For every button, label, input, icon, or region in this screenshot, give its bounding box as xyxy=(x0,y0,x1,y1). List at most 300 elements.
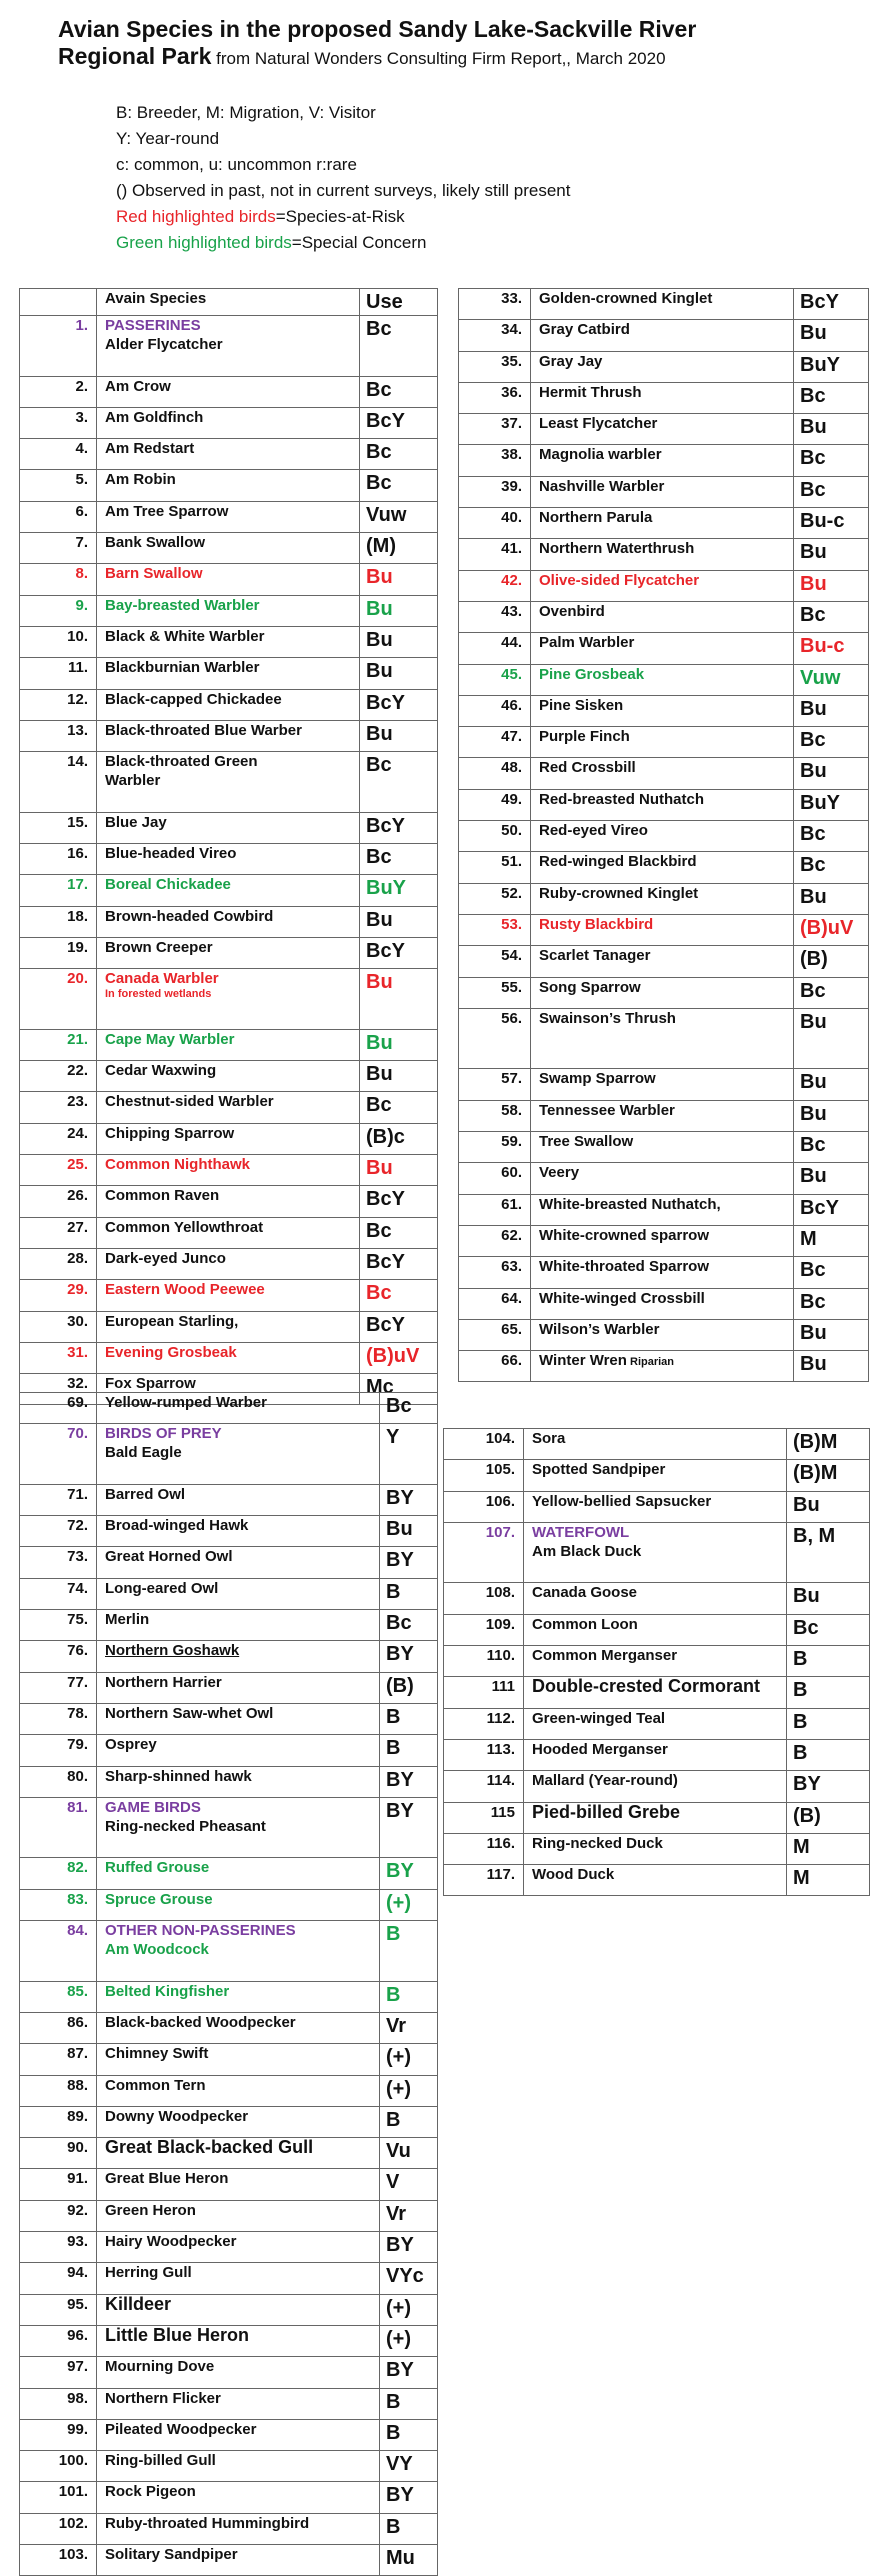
species-name: Red Crossbill xyxy=(539,759,636,777)
row-number: 7. xyxy=(20,533,97,564)
use-code: (B)uV xyxy=(360,1342,438,1373)
use-code: BcY xyxy=(794,289,869,320)
table-row xyxy=(20,2012,438,2043)
legend-red-label: Red highlighted birds xyxy=(116,207,276,226)
species-name: Common Yellowthroat xyxy=(105,1218,264,1236)
legend-past-observed: () Observed in past, not in current surveys, likely still present xyxy=(116,181,571,200)
species-name: Gray Catbird xyxy=(539,321,630,339)
species-name-cell xyxy=(531,351,794,382)
species-name: Tree Swallow xyxy=(539,1133,634,1151)
species-name-cell xyxy=(97,1424,380,1485)
use-code: Mu xyxy=(380,2544,438,2575)
row-number: 109. xyxy=(444,1614,524,1645)
species-name: BIRDS OF PREY xyxy=(105,1425,222,1443)
species-name-cell xyxy=(531,695,794,726)
row-number: 81. xyxy=(20,1797,97,1858)
species-name-cell xyxy=(97,1186,360,1217)
species-name-cell xyxy=(97,2138,380,2169)
species-name-cell xyxy=(97,812,360,843)
species-name-cell xyxy=(531,445,794,476)
row-number: 41. xyxy=(459,539,531,570)
table-row xyxy=(20,1155,438,1186)
use-code: Bu xyxy=(360,626,438,657)
use-code: B xyxy=(380,2419,438,2450)
row-number: 59. xyxy=(459,1132,531,1163)
species-name-cell xyxy=(531,727,794,758)
species-name-cell xyxy=(524,1522,787,1583)
title-line-2: Regional Park xyxy=(58,43,212,69)
table-row xyxy=(459,289,869,320)
species-name: Common Tern xyxy=(105,2076,206,2094)
table-row xyxy=(20,1029,438,1060)
row-number: 116. xyxy=(444,1833,524,1864)
species-name: Cape May Warbler xyxy=(105,1030,235,1048)
species-name: Spruce Grouse xyxy=(105,1890,213,1908)
use-code: Bu xyxy=(360,1061,438,1092)
species-name-cell xyxy=(97,1610,380,1641)
species-name-cell xyxy=(531,1100,794,1131)
use-code: Vuw xyxy=(360,501,438,532)
species-name-cell xyxy=(97,470,360,501)
species-name: Veery xyxy=(539,1164,580,1182)
species-name-cell xyxy=(531,1163,794,1194)
header-use: Use xyxy=(360,289,438,316)
row-number: 47. xyxy=(459,727,531,758)
species-name-second-line: Am Black Duck xyxy=(532,1542,642,1560)
table-row xyxy=(20,2232,438,2263)
row-number: 30. xyxy=(20,1311,97,1342)
table-row xyxy=(20,1061,438,1092)
species-name-cell xyxy=(97,1641,380,1672)
species-name: Green-winged Teal xyxy=(532,1709,666,1727)
species-name: Brown Creeper xyxy=(105,938,213,956)
species-name: Killdeer xyxy=(105,2293,172,2314)
row-number: 100. xyxy=(20,2451,97,2482)
table-row xyxy=(459,1069,869,1100)
species-name: Double-crested Cormorant xyxy=(532,1676,761,1697)
row-number: 8. xyxy=(20,564,97,595)
species-name-cell xyxy=(524,1491,787,1522)
species-name: OTHER NON-PASSERINES xyxy=(105,1922,296,1940)
species-name-cell xyxy=(97,2044,380,2075)
species-name-cell xyxy=(531,758,794,789)
table-row xyxy=(459,1194,869,1225)
species-name-cell xyxy=(531,977,794,1008)
table-row xyxy=(20,2513,438,2544)
species-name: Song Sparrow xyxy=(539,978,641,996)
species-name-cell xyxy=(531,508,794,539)
row-number: 89. xyxy=(20,2106,97,2137)
table-row xyxy=(20,1889,438,1920)
species-name: Wilson’s Warbler xyxy=(539,1320,660,1338)
table-row xyxy=(459,1319,869,1350)
habitat-note: Riparian xyxy=(626,1356,675,1369)
use-code: Bu xyxy=(360,720,438,751)
row-number: 75. xyxy=(20,1610,97,1641)
species-name-cell xyxy=(524,1833,787,1864)
species-name: Long-eared Owl xyxy=(105,1579,219,1597)
habitat-note: In forested wetlands xyxy=(105,988,212,1001)
species-name: Blue-headed Vireo xyxy=(105,845,237,863)
use-code: (B)M xyxy=(787,1429,870,1460)
row-number: 76. xyxy=(20,1641,97,1672)
row-number: 43. xyxy=(459,601,531,632)
species-name-cell xyxy=(97,2169,380,2200)
table-row xyxy=(20,875,438,906)
species-name: Northern Waterthrush xyxy=(539,540,695,558)
species-name: Eastern Wood Peewee xyxy=(105,1281,265,1299)
use-code: Bc xyxy=(380,1393,438,1424)
species-name: Great Blue Heron xyxy=(105,2170,229,2188)
row-number: 54. xyxy=(459,946,531,977)
row-number: 9. xyxy=(20,595,97,626)
use-code: Bc xyxy=(794,601,869,632)
species-name: Chestnut-sided Warbler xyxy=(105,1093,274,1111)
table-row xyxy=(20,595,438,626)
use-code: Mc xyxy=(360,1374,438,1405)
table-row xyxy=(20,1547,438,1578)
use-code: Bc xyxy=(794,445,869,476)
table-row xyxy=(459,695,869,726)
row-number: 70. xyxy=(20,1424,97,1485)
row-number: 16. xyxy=(20,844,97,875)
row-number: 24. xyxy=(20,1123,97,1154)
table-row xyxy=(20,1610,438,1641)
table-row xyxy=(20,969,438,1030)
table-row xyxy=(459,351,869,382)
table-row xyxy=(444,1677,870,1708)
species-name: Ruffed Grouse xyxy=(105,1859,210,1877)
row-number: 28. xyxy=(20,1248,97,1279)
use-code: Bc xyxy=(360,1217,438,1248)
use-code: (+) xyxy=(380,2294,438,2325)
table-row xyxy=(20,1311,438,1342)
table-row xyxy=(459,320,869,351)
use-code: Y xyxy=(380,1424,438,1485)
row-number: 18. xyxy=(20,906,97,937)
species-name: Am Redstart xyxy=(105,440,195,458)
table-row xyxy=(20,1921,438,1982)
row-number: 12. xyxy=(20,689,97,720)
species-name: Ruby-crowned Kinglet xyxy=(539,884,699,902)
title-line-1: Avian Species in the proposed Sandy Lake-Sackville River xyxy=(58,16,697,42)
row-number: 46. xyxy=(459,695,531,726)
species-name: Wood Duck xyxy=(532,1866,615,1884)
species-name: Hermit Thrush xyxy=(539,383,642,401)
row-number: 79. xyxy=(20,1735,97,1766)
row-number: 63. xyxy=(459,1257,531,1288)
species-name-second-line: Warbler xyxy=(105,772,161,790)
species-name: Canada Warbler xyxy=(105,970,219,988)
table-row xyxy=(459,633,869,664)
row-number: 98. xyxy=(20,2388,97,2419)
species-name: Blackburnian Warbler xyxy=(105,659,260,677)
row-number: 66. xyxy=(459,1351,531,1382)
species-name: PASSERINES xyxy=(105,317,201,334)
table-row xyxy=(459,1100,869,1131)
table-row xyxy=(459,1257,869,1288)
row-number: 35. xyxy=(459,351,531,382)
table-row xyxy=(20,2388,438,2419)
species-name: Cedar Waxwing xyxy=(105,1062,217,1080)
table-row xyxy=(444,1865,870,1896)
species-name: Red-breasted Nuthatch xyxy=(539,790,705,808)
legend-use-codes: B: Breeder, M: Migration, V: Visitor xyxy=(116,103,376,122)
species-name: Osprey xyxy=(105,1736,157,1754)
species-name-cell xyxy=(97,1393,380,1424)
table-row xyxy=(20,2263,438,2294)
use-code: BY xyxy=(380,2357,438,2388)
table-row xyxy=(20,2451,438,2482)
species-name: Northern Flicker xyxy=(105,2389,221,2407)
row-number: 6. xyxy=(20,501,97,532)
row-number: 69. xyxy=(20,1393,97,1424)
row-number: 113. xyxy=(444,1739,524,1770)
row-number: 25. xyxy=(20,1155,97,1186)
species-name: Sora xyxy=(532,1430,566,1447)
species-name-cell xyxy=(97,1797,380,1858)
table-row xyxy=(20,626,438,657)
species-name: Am Crow xyxy=(105,377,171,395)
row-number: 5. xyxy=(20,470,97,501)
use-code: B xyxy=(380,2513,438,2544)
species-name-cell xyxy=(97,595,360,626)
use-code: Bc xyxy=(794,821,869,852)
species-name-cell xyxy=(524,1646,787,1677)
species-name: Mallard (Year-round) xyxy=(532,1772,678,1790)
table-row xyxy=(20,1248,438,1279)
species-name-cell xyxy=(524,1677,787,1708)
use-code: Bc xyxy=(794,727,869,758)
species-name-cell xyxy=(97,2012,380,2043)
legend-red-text: =Species-at-Risk xyxy=(275,207,405,226)
species-table-2 xyxy=(458,288,869,1382)
row-number: 106. xyxy=(444,1491,524,1522)
species-name: Pine Sisken xyxy=(539,696,624,714)
table-row xyxy=(20,2294,438,2325)
row-number: 53. xyxy=(459,914,531,945)
table-row xyxy=(20,2325,438,2356)
row-number: 77. xyxy=(20,1672,97,1703)
species-name-cell xyxy=(97,376,360,407)
table-row xyxy=(20,2106,438,2137)
use-code: VYc xyxy=(380,2263,438,2294)
species-name: Black-throated Blue Warber xyxy=(105,721,302,739)
table-row xyxy=(444,1522,870,1583)
table-row xyxy=(20,470,438,501)
species-name-cell xyxy=(531,382,794,413)
use-code: Bu xyxy=(794,1069,869,1100)
species-name: Bank Swallow xyxy=(105,534,206,552)
table-row xyxy=(20,2075,438,2106)
species-name-cell xyxy=(524,1614,787,1645)
row-number: 3. xyxy=(20,407,97,438)
species-name: Pine Grosbeak xyxy=(539,665,645,683)
species-name-cell xyxy=(97,1547,380,1578)
species-name: Black-backed Woodpecker xyxy=(105,2013,296,2031)
species-name: Northern Harrier xyxy=(105,1673,222,1691)
species-name-cell xyxy=(524,1583,787,1614)
use-code: B, M xyxy=(787,1522,870,1583)
species-name-cell xyxy=(97,1342,360,1373)
use-code: (B)c xyxy=(360,1123,438,1154)
species-name: Black & White Warbler xyxy=(105,627,265,645)
species-name-cell xyxy=(97,2357,380,2388)
row-number: 65. xyxy=(459,1319,531,1350)
species-name-cell xyxy=(97,969,360,1030)
use-code: Bu xyxy=(794,695,869,726)
species-name-second-line: Alder Flycatcher xyxy=(105,336,223,353)
species-name: Olive-sided Flycatcher xyxy=(539,571,700,589)
table-row xyxy=(20,1280,438,1311)
species-name-cell xyxy=(531,414,794,445)
species-name: Boreal Chickadee xyxy=(105,876,231,894)
species-name: Am Goldfinch xyxy=(105,408,204,426)
use-code: (+) xyxy=(380,1889,438,1920)
species-name-cell xyxy=(97,1155,360,1186)
species-name: Fox Sparrow xyxy=(105,1375,196,1393)
row-number: 17. xyxy=(20,875,97,906)
row-number: 104. xyxy=(444,1429,524,1460)
species-name: Barred Owl xyxy=(105,1485,186,1503)
row-number: 105. xyxy=(444,1460,524,1491)
table-row xyxy=(20,2138,438,2169)
table-row xyxy=(459,821,869,852)
row-number: 115 xyxy=(444,1802,524,1833)
species-name: Rusty Blackbird xyxy=(539,915,654,933)
table-row xyxy=(20,906,438,937)
table-row xyxy=(20,2544,438,2575)
species-name: Common Merganser xyxy=(532,1647,678,1665)
row-number: 20. xyxy=(20,969,97,1030)
table-row xyxy=(20,1393,438,1424)
species-name-cell xyxy=(97,937,360,968)
use-code: Bc xyxy=(794,476,869,507)
species-name-cell xyxy=(97,1280,360,1311)
species-name-cell xyxy=(97,1061,360,1092)
table-row xyxy=(20,1703,438,1734)
table-row xyxy=(20,1672,438,1703)
row-number: 48. xyxy=(459,758,531,789)
use-code: Bc xyxy=(380,1610,438,1641)
species-name: White-winged Crossbill xyxy=(539,1289,705,1307)
use-code: Bu xyxy=(794,883,869,914)
species-name: Nashville Warbler xyxy=(539,477,665,495)
row-number: 23. xyxy=(20,1092,97,1123)
use-code: Bu xyxy=(380,1516,438,1547)
species-name: Mourning Dove xyxy=(105,2358,215,2376)
use-code: B xyxy=(787,1677,870,1708)
species-name-cell xyxy=(524,1771,787,1802)
row-number: 49. xyxy=(459,789,531,820)
row-number: 112. xyxy=(444,1708,524,1739)
row-number: 26. xyxy=(20,1186,97,1217)
table-row xyxy=(459,1132,869,1163)
header-species: Avain Species xyxy=(97,289,360,316)
species-name-cell xyxy=(97,844,360,875)
species-name: White-throated Sparrow xyxy=(539,1258,710,1276)
species-name-cell xyxy=(97,1766,380,1797)
row-number: 86. xyxy=(20,2012,97,2043)
species-name: Swamp Sparrow xyxy=(539,1070,656,1088)
row-number: 111 xyxy=(444,1677,524,1708)
row-number: 97. xyxy=(20,2357,97,2388)
use-code: Bu xyxy=(360,1155,438,1186)
species-name-cell xyxy=(531,883,794,914)
table-row xyxy=(20,752,438,813)
use-code: Bu xyxy=(787,1583,870,1614)
table-row xyxy=(20,720,438,751)
species-name: Purple Finch xyxy=(539,728,630,746)
use-code: Bc xyxy=(794,382,869,413)
use-code: Bc xyxy=(360,1280,438,1311)
use-code: B xyxy=(380,2388,438,2419)
use-code: BcY xyxy=(360,937,438,968)
species-name-cell xyxy=(524,1865,787,1896)
table-row xyxy=(20,2044,438,2075)
table-row xyxy=(459,414,869,445)
row-number: 1. xyxy=(20,316,97,377)
row-number: 91. xyxy=(20,2169,97,2200)
row-number: 11. xyxy=(20,658,97,689)
species-name-cell xyxy=(531,1132,794,1163)
use-code: BcY xyxy=(794,1194,869,1225)
species-name: Hairy Woodpecker xyxy=(105,2233,237,2251)
species-name-cell xyxy=(97,1311,360,1342)
table-row xyxy=(444,1646,870,1677)
species-name-cell xyxy=(531,476,794,507)
species-name: Northern Goshawk xyxy=(105,1642,240,1660)
row-number: 42. xyxy=(459,570,531,601)
table-row xyxy=(20,658,438,689)
species-name: Spotted Sandpiper xyxy=(532,1461,666,1479)
row-number: 103. xyxy=(20,2544,97,2575)
species-name: Common Nighthawk xyxy=(105,1156,250,1174)
row-number: 114. xyxy=(444,1771,524,1802)
species-name-cell xyxy=(97,2513,380,2544)
use-code: (+) xyxy=(380,2325,438,2356)
species-name-cell xyxy=(97,1516,380,1547)
species-name: Common Loon xyxy=(532,1615,638,1633)
use-code: M xyxy=(787,1865,870,1896)
species-name: Dark-eyed Junco xyxy=(105,1249,226,1267)
row-number: 52. xyxy=(459,883,531,914)
species-name-cell xyxy=(97,1217,360,1248)
table-row xyxy=(459,539,869,570)
species-name-cell xyxy=(97,564,360,595)
table-row xyxy=(459,382,869,413)
use-code: B xyxy=(787,1646,870,1677)
use-code: (B) xyxy=(794,946,869,977)
use-code: (B)uV xyxy=(794,914,869,945)
species-name: Bay-breasted Warbler xyxy=(105,596,260,614)
use-code: Bu xyxy=(794,1351,869,1382)
species-name: Am Robin xyxy=(105,471,176,489)
table-row xyxy=(459,1288,869,1319)
species-name: Gray Jay xyxy=(539,352,603,370)
species-name-cell xyxy=(531,852,794,883)
table-row xyxy=(459,445,869,476)
row-number: 36. xyxy=(459,382,531,413)
table-row xyxy=(20,1858,438,1889)
species-name-cell xyxy=(97,752,360,813)
species-name-cell xyxy=(531,664,794,695)
table-row xyxy=(20,407,438,438)
species-name-cell xyxy=(97,2106,380,2137)
use-code: Bu xyxy=(360,1029,438,1060)
use-code: B xyxy=(380,2106,438,2137)
table-row xyxy=(20,564,438,595)
